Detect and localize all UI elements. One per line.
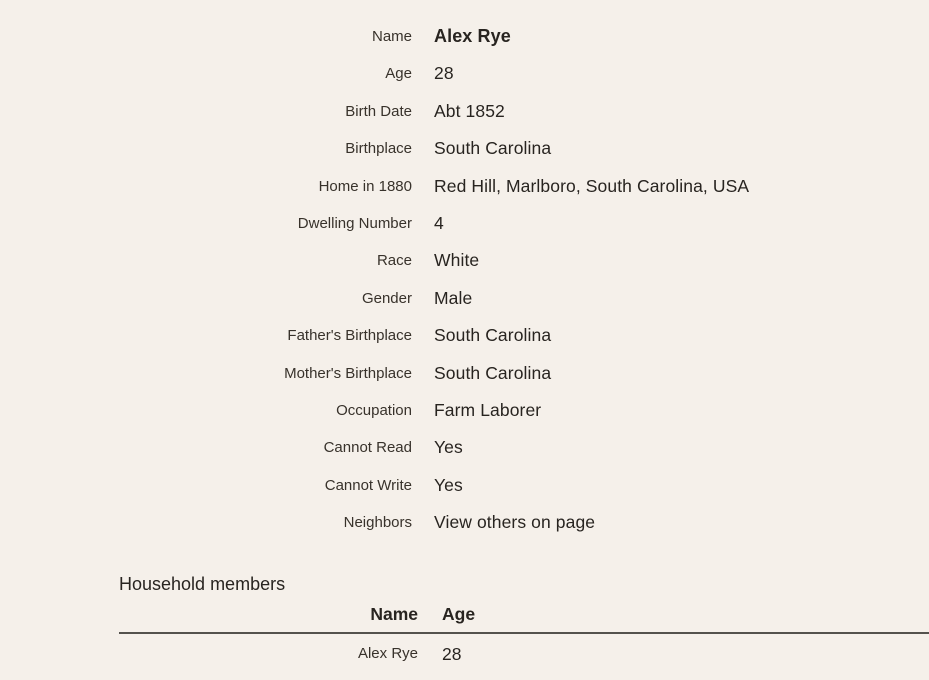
field-value: Red Hill, Marlboro, South Carolina, USA xyxy=(434,175,750,196)
record-field-row xyxy=(0,392,929,429)
record-field-row xyxy=(0,168,929,205)
record-field-row xyxy=(0,18,929,55)
record-field-row xyxy=(0,355,929,392)
record-field-row xyxy=(0,205,929,242)
field-label: Gender xyxy=(361,289,412,307)
member-age: 28 xyxy=(442,643,462,664)
record-field-row xyxy=(0,317,929,354)
field-label: Dwelling Number xyxy=(297,215,412,233)
field-label: Age xyxy=(385,65,412,83)
household-col-header-age: Age xyxy=(442,603,476,624)
field-value: South Carolina xyxy=(434,362,552,383)
field-label: Home in 1880 xyxy=(318,177,412,195)
field-value: Farm Laborer xyxy=(434,400,542,421)
household-table-header xyxy=(119,596,929,632)
field-value: South Carolina xyxy=(434,138,552,159)
record-field-row xyxy=(0,55,929,92)
field-label: Father's Birthplace xyxy=(287,327,412,345)
record-field-row xyxy=(0,429,929,466)
household-col-header-name: Name xyxy=(370,603,418,624)
view-others-on-page-link[interactable]: View others on page xyxy=(434,512,596,533)
field-label: Cannot Write xyxy=(324,476,412,494)
record-field-row xyxy=(0,280,929,317)
field-value: Yes xyxy=(434,437,463,458)
field-value: Yes xyxy=(434,474,463,495)
field-label: Name xyxy=(371,28,412,45)
field-value: Alex Rye xyxy=(434,26,511,46)
field-value: Male xyxy=(434,287,473,308)
household-members-section xyxy=(119,572,929,674)
record-field-row xyxy=(0,130,929,167)
member-name-link[interactable]: Alex Rye xyxy=(357,644,418,662)
record-field-row xyxy=(0,504,929,541)
record-field-row xyxy=(0,467,929,504)
household-member-rows xyxy=(119,634,929,674)
field-value: South Carolina xyxy=(434,325,552,346)
household-member-row xyxy=(119,634,929,674)
field-label: Birthplace xyxy=(345,140,412,158)
field-label: Cannot Read xyxy=(323,439,412,457)
household-members-heading: Household members xyxy=(119,573,286,594)
field-value: Abt 1852 xyxy=(434,100,505,121)
field-label: Occupation xyxy=(336,402,412,420)
field-label: Birth Date xyxy=(345,102,412,120)
field-label: Mother's Birthplace xyxy=(284,364,412,382)
field-value: White xyxy=(434,250,480,271)
field-label: Race xyxy=(376,252,412,270)
record-field-row xyxy=(0,242,929,279)
record-field-row xyxy=(0,93,929,130)
field-value: 28 xyxy=(434,63,454,84)
field-value: 4 xyxy=(434,213,444,234)
field-label: Neighbors xyxy=(343,514,412,532)
